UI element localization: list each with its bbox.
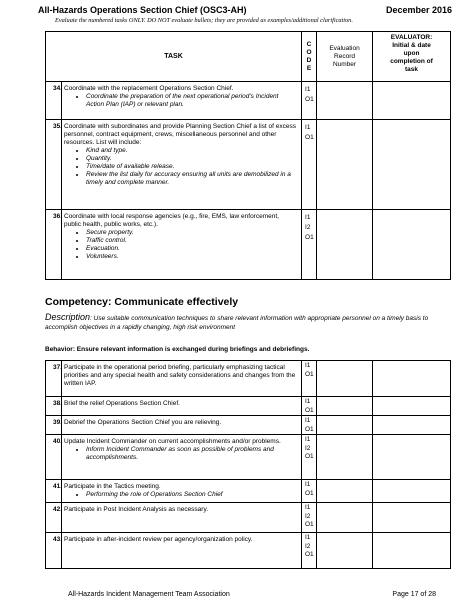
task-code: I1 [305, 214, 311, 221]
task-code: O1 [305, 234, 314, 241]
task-row [46, 416, 451, 435]
task-code: I1 [305, 124, 311, 131]
task-codes [302, 397, 317, 416]
evaluation-note: Evaluate the numbered tasks ONLY. DO NOT evaluate bullets; they are provided as examples/additional clarification. [55, 17, 353, 24]
task-code: I1 [305, 436, 311, 443]
task-column-header: TASK [46, 32, 302, 82]
task-code: O1 [305, 551, 314, 558]
task-code: I1 [305, 398, 311, 405]
task-number: 39. [46, 416, 62, 435]
evaluator-initial-cell[interactable] [373, 435, 451, 480]
task-number: 37. [46, 361, 62, 397]
task-number: 40. [46, 435, 62, 480]
task-code: O1 [305, 96, 314, 103]
task-bullet-list [64, 229, 297, 261]
task-codes [302, 361, 317, 397]
evaluator-initial-cell[interactable] [373, 533, 451, 569]
task-codes [302, 503, 317, 533]
task-text: Coordinate with subordinates and provide Planning Section Chief a list of excess personnel, contract equipment, crews, miscellaneous personnel and other resources. List will include: [64, 123, 296, 146]
task-code: I1 [305, 481, 311, 488]
document-date: December 2016 [385, 5, 452, 15]
task-table-bottom [45, 360, 451, 569]
task-row [46, 435, 451, 480]
task-code: I1 [305, 417, 311, 424]
task-number: 42. [46, 503, 62, 533]
task-bullet: • Traffic control. [86, 237, 297, 245]
code-column-header: C O D E [302, 32, 317, 82]
task-code: O1 [305, 425, 314, 433]
task-code: O1 [305, 406, 314, 414]
task-code: I2 [305, 512, 311, 520]
task-code: O1 [305, 521, 314, 528]
evaluation-record-cell[interactable] [317, 210, 373, 280]
evaluator-initial-cell[interactable] [373, 120, 451, 210]
task-code: I2 [305, 224, 311, 231]
task-number: 35. [46, 120, 62, 210]
evaluator-column-header: EVALUATOR: Initial & date upon completion of task [373, 32, 451, 82]
task-row [46, 397, 451, 416]
evaluation-column-header: Evaluation Record Number [317, 32, 373, 82]
task-codes [302, 120, 317, 210]
evaluation-record-cell[interactable] [317, 120, 373, 210]
evaluation-record-cell[interactable] [317, 416, 373, 435]
description-text: : Use suitable communication techniques to share relevant information with appropriate personnel on a timely basis to accomplish objectives in a rapidly changing, high risk environment [45, 315, 429, 331]
competency-title: Competency: Communicate effectively [45, 296, 239, 308]
task-codes [302, 210, 317, 280]
task-code: I1 [305, 534, 311, 541]
task-description [62, 120, 302, 210]
task-code: I1 [305, 362, 311, 369]
task-bullet: • Kind and type. [86, 147, 297, 155]
task-bullet: • Coordinate the preparation of the next operational period’s Incident Action Plan (IAP) or relevant plan. [86, 93, 297, 109]
evaluator-initial-cell[interactable] [373, 82, 451, 120]
evaluation-record-cell[interactable] [317, 435, 373, 480]
task-bullet-list [64, 491, 297, 499]
task-description [62, 397, 302, 416]
task-number: 36. [46, 210, 62, 280]
task-text: Coordinate with local response agencies (e.g., fire, EMS, law enforcement, public health, public works, etc.). [64, 213, 279, 228]
task-bullet: • Evacuation. [86, 245, 297, 253]
task-text: Coordinate with the replacement Operations Section Chief. [64, 85, 234, 92]
task-description [62, 480, 302, 503]
task-description [62, 435, 302, 480]
description-label: Description [45, 312, 91, 322]
task-code: I1 [305, 86, 311, 93]
evaluation-record-cell[interactable] [317, 361, 373, 397]
task-bullet-list [64, 446, 297, 462]
task-description [62, 361, 302, 397]
document-title: All-Hazards Operations Section Chief (OSC3-AH) [38, 5, 247, 15]
behavior-statement: Behavior: Ensure relevant information is exchanged during briefings and debriefings. [45, 346, 310, 353]
task-row [46, 120, 451, 210]
task-description [62, 416, 302, 435]
task-bullet: • Secure property. [86, 229, 297, 237]
evaluation-record-cell[interactable] [317, 480, 373, 503]
task-code: O1 [305, 370, 314, 378]
task-text: Participate in the operational period briefing, particularly emphasizing tactical priorities and any special health and safety considerations and changes from the written IAP. [64, 364, 296, 387]
task-code: I2 [305, 542, 311, 550]
task-codes [302, 480, 317, 503]
task-code: O1 [305, 453, 314, 460]
task-text: Participate in Post Incident Analysis as necessary. [64, 506, 209, 513]
task-bullet: • Review the list daily for accuracy ensuring all units are demobilized in a timely and complete manner. [86, 171, 297, 187]
task-codes [302, 435, 317, 480]
task-row [46, 503, 451, 533]
task-bullet: • Inform Incident Commander as soon as possible of problems and accomplishments. [86, 446, 297, 462]
task-bullet: • Performing the role of Operations Section Chief [86, 491, 297, 499]
evaluator-initial-cell[interactable] [373, 416, 451, 435]
evaluator-initial-cell[interactable] [373, 397, 451, 416]
task-bullet: • Quantity. [86, 155, 297, 163]
evaluation-record-cell[interactable] [317, 397, 373, 416]
task-code: O1 [305, 489, 314, 497]
task-row [46, 210, 451, 280]
evaluator-initial-cell[interactable] [373, 503, 451, 533]
evaluation-record-cell[interactable] [317, 533, 373, 569]
task-description [62, 533, 302, 569]
task-text: Update Incident Commander on current accomplishments and/or problems. [64, 438, 281, 445]
task-row [46, 480, 451, 503]
task-text: Participate in the Tactics meeting. [64, 483, 161, 490]
task-codes [302, 533, 317, 569]
task-description [62, 82, 302, 120]
task-number: 34. [46, 82, 62, 120]
footer-page-number: Page 17 of 28 [392, 591, 436, 598]
task-text: Debrief the Operations Section Chief you are relieving. [64, 419, 222, 426]
task-row [46, 82, 451, 120]
task-codes [302, 82, 317, 120]
task-bullet-list [64, 93, 297, 109]
task-bullet-list [64, 147, 297, 187]
task-codes [302, 416, 317, 435]
evaluator-initial-cell[interactable] [373, 361, 451, 397]
evaluation-record-cell[interactable] [317, 503, 373, 533]
task-number: 43. [46, 533, 62, 569]
competency-description [45, 313, 450, 332]
task-number: 41. [46, 480, 62, 503]
evaluation-record-cell[interactable] [317, 82, 373, 120]
task-table-top [45, 31, 451, 280]
task-description [62, 210, 302, 280]
task-bullet: • Volunteers. [86, 253, 297, 261]
task-number: 38. [46, 397, 62, 416]
task-row [46, 533, 451, 569]
task-text: Brief the relief Operations Section Chief. [64, 400, 180, 407]
task-bullet: • Time/date of available release. [86, 163, 297, 171]
evaluator-initial-cell[interactable] [373, 210, 451, 280]
task-description [62, 503, 302, 533]
task-text: Participate in after-incident review per agency/organization policy. [64, 536, 253, 543]
evaluator-initial-cell[interactable] [373, 480, 451, 503]
task-row [46, 361, 451, 397]
task-code: I1 [305, 504, 311, 511]
task-code: I2 [305, 444, 311, 452]
task-code: O1 [305, 134, 314, 141]
footer-organization: All-Hazards Incident Management Team Association [68, 591, 230, 598]
